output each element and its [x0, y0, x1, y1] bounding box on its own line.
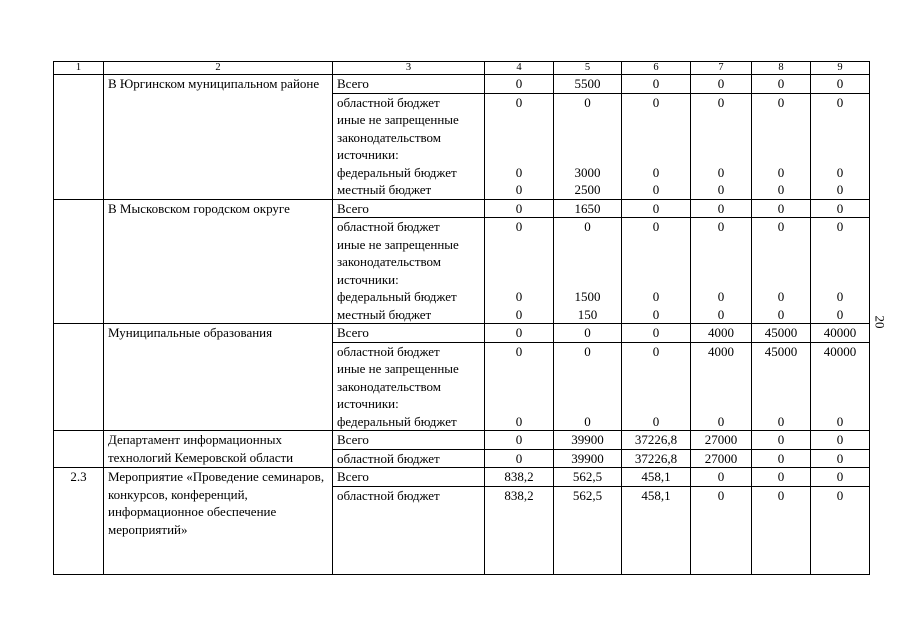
- value: [691, 111, 751, 129]
- value-cell: [691, 468, 752, 575]
- value-cell: [554, 324, 622, 431]
- value-cell: [554, 468, 622, 575]
- empty-line: [622, 504, 690, 522]
- empty-line: [811, 539, 869, 557]
- value-cell: [752, 468, 811, 575]
- value: 0: [811, 431, 869, 450]
- value: 37226,8: [634, 450, 678, 466]
- funding-source-cell: [333, 199, 485, 324]
- empty-line: [622, 557, 690, 575]
- funding-source-cell: [333, 324, 485, 431]
- funding-source-label: федеральный бюджет: [337, 164, 457, 180]
- value: 0: [652, 413, 660, 429]
- empty-line: [333, 539, 484, 557]
- funding-source-label: областной бюджет: [337, 343, 440, 359]
- value: 3000: [574, 164, 601, 180]
- value: [622, 111, 690, 129]
- value: 4000: [691, 324, 751, 343]
- value: 458,1: [641, 487, 671, 503]
- value: [622, 236, 690, 254]
- value: 0: [836, 306, 844, 322]
- value: [811, 360, 869, 378]
- empty-line: [752, 522, 810, 540]
- funding-source-label: Всего: [333, 75, 484, 94]
- value-cell: [691, 75, 752, 200]
- funding-source-label: федеральный бюджет: [337, 413, 457, 429]
- funding-source-cell: [333, 431, 485, 468]
- value: [691, 129, 751, 147]
- value: [622, 395, 690, 413]
- funding-source-label: Всего: [333, 431, 484, 450]
- value: 0: [652, 289, 660, 304]
- column-number-cell: 3: [333, 62, 485, 75]
- value: 0: [622, 324, 690, 343]
- value: [554, 395, 621, 413]
- value: 0: [515, 450, 523, 466]
- empty-line: [333, 522, 484, 540]
- value: 0: [515, 219, 523, 234]
- value-cell: [811, 468, 870, 575]
- value: 0: [515, 289, 523, 304]
- item-number-cell: [54, 75, 104, 200]
- value: 0: [584, 94, 591, 110]
- value: [485, 253, 553, 271]
- value: 0: [652, 182, 660, 197]
- empty-line: [811, 557, 869, 575]
- value: 0: [515, 413, 523, 429]
- value: 0: [717, 413, 725, 429]
- empty-line: [691, 557, 751, 575]
- value: 40000: [811, 324, 869, 343]
- funding-source-label: Всего: [333, 324, 484, 343]
- executor-cell: В Юргинском муниципальном районе: [104, 75, 333, 200]
- value: 0: [622, 200, 690, 219]
- table-row: [54, 75, 870, 200]
- value: 838,2: [485, 468, 553, 487]
- value-cell: [752, 75, 811, 200]
- empty-line: [485, 522, 553, 540]
- empty-line: [691, 504, 751, 522]
- value: 0: [717, 164, 725, 180]
- value: 0: [777, 164, 785, 180]
- value-cell: [752, 324, 811, 431]
- empty-line: [554, 522, 621, 540]
- value-cell: [811, 199, 870, 324]
- value: [691, 360, 751, 378]
- empty-line: [485, 557, 553, 575]
- value: [811, 129, 869, 147]
- value: 40000: [823, 343, 857, 359]
- value: 0: [515, 94, 523, 110]
- funding-source-cell: [333, 468, 485, 575]
- value: 0: [554, 324, 621, 343]
- value: [622, 378, 690, 396]
- value: [752, 253, 810, 271]
- item-number-cell: 2.3: [54, 468, 104, 575]
- value: [811, 253, 869, 271]
- value: 0: [584, 219, 591, 234]
- value: 0: [836, 164, 844, 180]
- value: 0: [717, 487, 725, 503]
- value: [622, 146, 690, 164]
- value: 2500: [574, 182, 601, 197]
- value: [554, 253, 621, 271]
- column-number-cell: 6: [622, 62, 691, 75]
- empty-line: [811, 522, 869, 540]
- value-cell: [485, 431, 554, 468]
- value: 0: [485, 431, 553, 450]
- empty-line: [691, 522, 751, 540]
- value: [485, 271, 553, 289]
- value-cell: [811, 431, 870, 468]
- value: [622, 253, 690, 271]
- column-number-cell: 2: [104, 62, 333, 75]
- value: [811, 146, 869, 164]
- value: [485, 146, 553, 164]
- value-cell: [691, 431, 752, 468]
- value: [811, 111, 869, 129]
- table-row: [54, 324, 870, 431]
- empty-line: [622, 539, 690, 557]
- value: 0: [652, 94, 660, 110]
- value: 0: [811, 200, 869, 219]
- column-number-cell: 9: [811, 62, 870, 75]
- value: 1650: [554, 200, 621, 219]
- value: 0: [515, 182, 523, 197]
- value: 0: [777, 94, 785, 110]
- item-number-cell: [54, 324, 104, 431]
- value: 39900: [571, 450, 604, 466]
- funding-source-label: областной бюджет: [337, 487, 440, 503]
- executor-cell: В Мысковском городском округе: [104, 199, 333, 324]
- item-number-cell: [54, 431, 104, 468]
- value: [554, 146, 621, 164]
- value: [752, 129, 810, 147]
- empty-line: [752, 504, 810, 522]
- value: [752, 395, 810, 413]
- value: [811, 236, 869, 254]
- funding-source-label: законодательством: [337, 254, 442, 269]
- value: 0: [515, 343, 523, 359]
- value: 0: [836, 289, 844, 304]
- value-cell: [622, 324, 691, 431]
- executor-cell: Департамент информационных технологий Кемеровской области: [104, 431, 333, 468]
- value-cell: [622, 431, 691, 468]
- value: 0: [777, 306, 785, 322]
- value: 0: [717, 219, 725, 234]
- funding-source-label: источники:: [337, 147, 399, 162]
- value: [554, 271, 621, 289]
- value-cell: [811, 75, 870, 200]
- empty-line: [554, 504, 621, 522]
- value: 1500: [574, 289, 601, 304]
- empty-line: [691, 539, 751, 557]
- value: [622, 271, 690, 289]
- value-cell: [554, 431, 622, 468]
- value: [752, 378, 810, 396]
- value: 0: [717, 182, 725, 197]
- value: [485, 378, 553, 396]
- funding-source-label: областной бюджет: [337, 450, 440, 466]
- value-cell: [485, 468, 554, 575]
- value: 0: [652, 343, 660, 359]
- value: 0: [691, 75, 751, 94]
- funding-source-label: иные не запрещенные: [337, 236, 459, 252]
- value: 0: [836, 487, 844, 503]
- funding-source-label: иные не запрещенные: [337, 361, 459, 376]
- value: 0: [584, 413, 591, 429]
- value: 27000: [691, 431, 751, 450]
- value-cell: [811, 324, 870, 431]
- value: [752, 271, 810, 289]
- column-number-cell: 1: [54, 62, 104, 75]
- funding-source-label: областной бюджет: [337, 94, 440, 110]
- empty-line: [554, 557, 621, 575]
- value: 0: [836, 94, 844, 110]
- value: [811, 395, 869, 413]
- value-cell: [752, 431, 811, 468]
- value-cell: [622, 468, 691, 575]
- value: [622, 360, 690, 378]
- funding-source-label: федеральный бюджет: [337, 289, 457, 304]
- value: 0: [652, 219, 660, 234]
- value: 0: [717, 289, 725, 304]
- value: 0: [777, 182, 785, 197]
- value: [485, 111, 553, 129]
- value: 0: [836, 413, 844, 429]
- value: 0: [652, 164, 660, 180]
- value-cell: [691, 199, 752, 324]
- value: [554, 360, 621, 378]
- value: 0: [717, 306, 725, 322]
- value: 37226,8: [622, 431, 690, 450]
- value: 562,5: [554, 468, 621, 487]
- value: 0: [836, 219, 844, 234]
- value: [485, 236, 553, 254]
- value: [691, 236, 751, 254]
- empty-line: [622, 522, 690, 540]
- value: 0: [836, 182, 844, 197]
- empty-line: [485, 539, 553, 557]
- funding-source-cell: [333, 75, 485, 200]
- value: 39900: [554, 431, 621, 450]
- value: [752, 146, 810, 164]
- value: 0: [485, 200, 553, 219]
- value: 0: [622, 75, 690, 94]
- value-cell: [485, 75, 554, 200]
- value: [691, 378, 751, 396]
- funding-source-label: Всего: [333, 468, 484, 487]
- value: 562,5: [572, 487, 603, 503]
- value: [554, 111, 621, 129]
- value: [811, 378, 869, 396]
- funding-source-label: местный бюджет: [337, 306, 432, 322]
- funding-source-label: областной бюджет: [337, 219, 440, 234]
- value: 0: [752, 468, 810, 487]
- funding-source-label: источники:: [337, 271, 399, 287]
- page-number: 20: [872, 315, 888, 329]
- value: 27000: [704, 450, 738, 466]
- value-cell: [485, 199, 554, 324]
- value: 0: [717, 94, 725, 110]
- value: [622, 129, 690, 147]
- value: 0: [777, 487, 785, 503]
- value: [554, 378, 621, 396]
- column-number-cell: 8: [752, 62, 811, 75]
- empty-line: [485, 504, 553, 522]
- header-row: [54, 62, 870, 75]
- value: 0: [836, 450, 844, 466]
- value: 0: [515, 164, 523, 180]
- value: 838,2: [504, 487, 534, 503]
- empty-line: [752, 539, 810, 557]
- value: [554, 236, 621, 254]
- column-number-cell: 5: [554, 62, 622, 75]
- funding-source-label: законодательством: [337, 129, 442, 145]
- value: 45000: [764, 343, 798, 359]
- value: [752, 111, 810, 129]
- empty-line: [554, 539, 621, 557]
- value: 0: [752, 431, 810, 450]
- value: 0: [777, 413, 785, 429]
- value: [554, 129, 621, 147]
- value: 0: [485, 75, 553, 94]
- value: 0: [811, 75, 869, 94]
- table-row: [54, 199, 870, 324]
- value: 150: [577, 306, 598, 322]
- value: 0: [691, 200, 751, 219]
- value: [691, 271, 751, 289]
- value: 0: [752, 200, 810, 219]
- table-row: [54, 431, 870, 468]
- value-cell: [485, 324, 554, 431]
- funding-source-label: местный бюджет: [337, 182, 432, 197]
- value-cell: [622, 199, 691, 324]
- value: 0: [515, 306, 523, 322]
- value: 5500: [554, 75, 621, 94]
- value: [691, 253, 751, 271]
- empty-line: [752, 557, 810, 575]
- value: [691, 146, 751, 164]
- empty-line: [333, 504, 484, 522]
- value: 0: [752, 75, 810, 94]
- value: 458,1: [622, 468, 690, 487]
- value: 0: [485, 324, 553, 343]
- value: [485, 395, 553, 413]
- empty-line: [811, 504, 869, 522]
- value: 0: [652, 306, 660, 322]
- value: 4000: [708, 343, 734, 359]
- value: 45000: [752, 324, 810, 343]
- value: 0: [777, 450, 785, 466]
- value: [811, 271, 869, 289]
- value: [752, 360, 810, 378]
- column-number-cell: 7: [691, 62, 752, 75]
- funding-source-label: Всего: [333, 200, 484, 219]
- value-cell: [622, 75, 691, 200]
- executor-cell: Мероприятие «Проведение семинаров, конкурсов, конференций, информационное обеспечение мероприятий»: [104, 468, 333, 575]
- funding-source-label: источники:: [337, 396, 399, 411]
- value: [485, 360, 553, 378]
- empty-line: [333, 557, 484, 575]
- column-number-cell: 4: [485, 62, 554, 75]
- value: [691, 395, 751, 413]
- table-row: [54, 468, 870, 575]
- value-cell: [752, 199, 811, 324]
- value: [485, 129, 553, 147]
- value: 0: [584, 343, 591, 359]
- value-cell: [554, 199, 622, 324]
- value-cell: [554, 75, 622, 200]
- value: 0: [777, 219, 785, 234]
- value-cell: [691, 324, 752, 431]
- value: [752, 236, 810, 254]
- budget-table: [53, 61, 870, 575]
- value: 0: [777, 289, 785, 304]
- executor-cell: Муниципальные образования: [104, 324, 333, 431]
- funding-source-label: иные не запрещенные: [337, 112, 459, 127]
- value: 0: [811, 468, 869, 487]
- value: 0: [691, 468, 751, 487]
- item-number-cell: [54, 199, 104, 324]
- funding-source-label: законодательством: [337, 378, 442, 394]
